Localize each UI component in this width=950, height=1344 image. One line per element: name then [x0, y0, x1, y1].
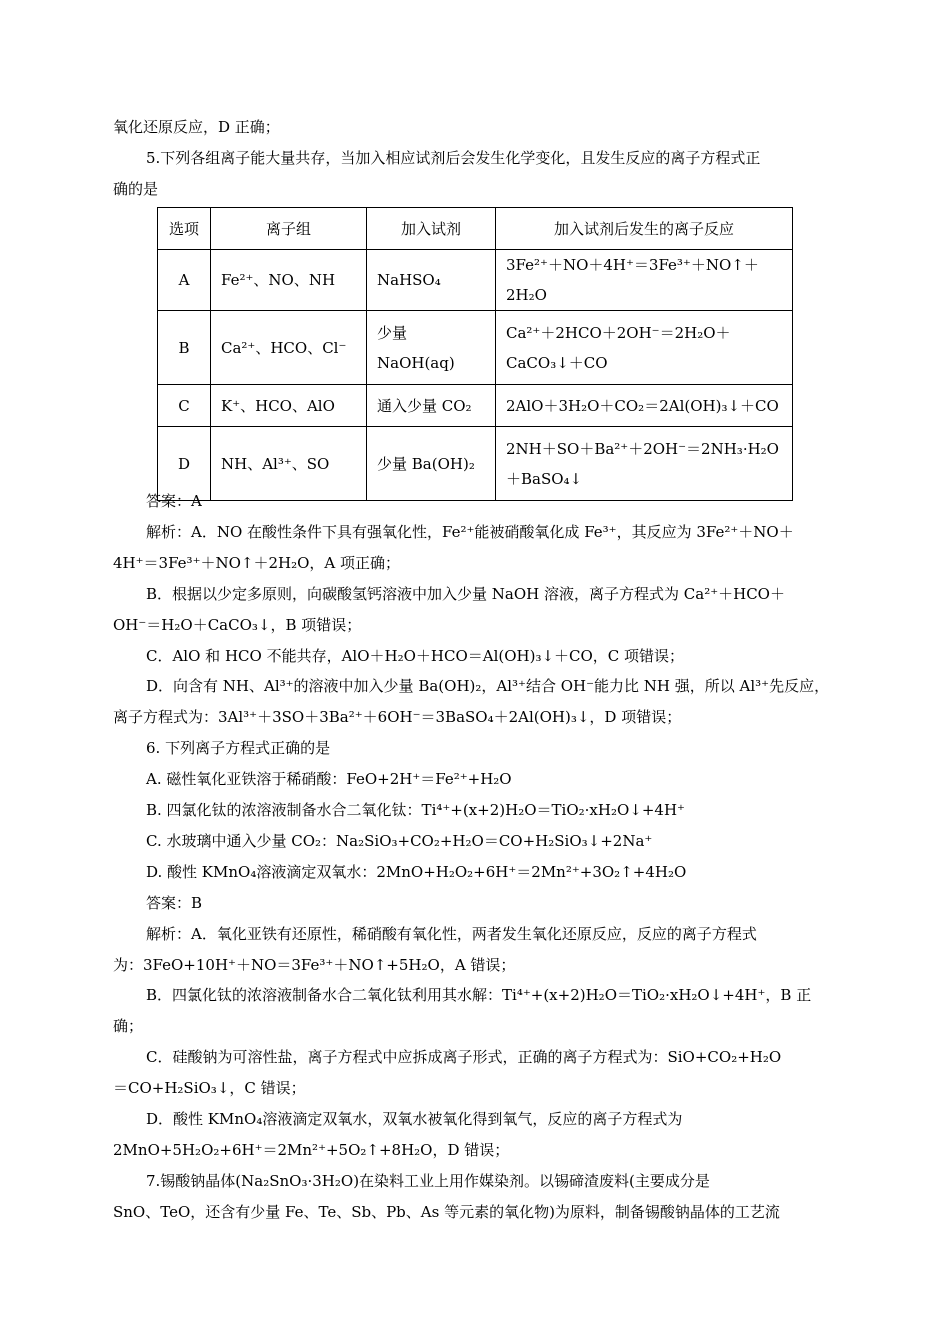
table-cell: B	[158, 311, 211, 385]
text-line: 答案：B	[146, 894, 203, 912]
text-line: D. 酸性 KMnO₄溶液滴定双氧水：2MnO+H₂O₂+6H⁺＝2Mn²⁺+3O₂↑+4H₂O	[146, 863, 687, 881]
table-cell: 少量 Ba(OH)₂	[367, 427, 496, 501]
table-cell: 通入少量 CO₂	[367, 385, 496, 427]
table-cell: 3Fe²⁺＋NO＋4H⁺＝3Fe³⁺＋NO↑＋2H₂O	[496, 250, 793, 311]
table-cell: Ca²⁺＋2HCO＋2OH⁻＝2H₂O＋CaCO₃↓＋CO	[496, 311, 793, 385]
text-line: 6. 下列离子方程式正确的是	[146, 739, 331, 757]
text-line: D．向含有 NH、Al³⁺的溶液中加入少量 Ba(OH)₂，Al³⁺结合 OH⁻能力比 NH 强，所以 Al³⁺先反应，	[146, 677, 830, 695]
table-row	[158, 311, 793, 385]
text-line: 4H⁺＝3Fe³⁺＋NO↑＋2H₂O，A 项正确；	[113, 554, 401, 572]
table-cell: C	[158, 385, 211, 427]
table-row	[158, 250, 793, 311]
text-line: A. 磁性氧化亚铁溶于稀硝酸：FeO+2H⁺＝Fe²⁺+H₂O	[146, 770, 512, 788]
table-cell: D	[158, 427, 211, 501]
table-cell: 2AlO＋3H₂O＋CO₂＝2Al(OH)₃↓＋CO	[496, 385, 793, 427]
options-table	[157, 207, 793, 501]
text-line: B．四氯化钛的浓溶液制备水合二氧化钛利用其水解：Ti⁴⁺+(x+2)H₂O＝TiO₂·xH₂O↓+4H⁺，B 正	[146, 986, 812, 1004]
text-line: C．硅酸钠为可溶性盐，离子方程式中应拆成离子形式，正确的离子方程式为：SiO+CO₂+H₂O	[146, 1048, 782, 1066]
text-line: SnO、TeO，还含有少量 Fe、Te、Sb、Pb、As 等元素的氧化物)为原料，制备锡酸钠晶体的工艺流	[113, 1203, 780, 1221]
table-header: 加入试剂后发生的离子反应	[496, 208, 793, 250]
table-cell: K⁺、HCO、AlO	[211, 385, 367, 427]
text-line: 7.锡酸钠晶体(Na₂SnO₃·3H₂O)在染料工业上用作媒染剂。以锡碲渣废料(主要成分是	[146, 1172, 710, 1190]
text-line: B. 四氯化钛的浓溶液制备水合二氧化钛：Ti⁴⁺+(x+2)H₂O＝TiO₂·xH₂O↓+4H⁺	[146, 801, 685, 819]
text-line: 解析：A．氧化亚铁有还原性，稀硝酸有氧化性，两者发生氧化还原反应，反应的离子方程式	[146, 925, 757, 943]
text-line: 答案：A	[146, 492, 202, 510]
text-line: 解析：A．NO 在酸性条件下具有强氧化性，Fe²⁺能被硝酸氧化成 Fe³⁺，其反应为 3Fe²⁺＋NO＋	[146, 523, 794, 541]
text-line: 确；	[113, 1017, 144, 1035]
table-header: 加入试剂	[367, 208, 496, 250]
question-5-line: 5.下列各组离子能大量共存，当加入相应试剂后会发生化学变化，且发生反应的离子方程式正	[146, 149, 761, 167]
table-cell: Fe²⁺、NO、NH	[211, 250, 367, 311]
table-row	[158, 385, 793, 427]
text-line: C. 水玻璃中通入少量 CO₂：Na₂SiO₃+CO₂+H₂O＝CO+H₂SiO₃↓+2Na⁺	[146, 832, 653, 850]
table-cell: NH、Al³⁺、SO	[211, 427, 367, 501]
table-cell: 少量 NaOH(aq)	[367, 311, 496, 385]
table-cell: Ca²⁺、HCO、Cl⁻	[211, 311, 367, 385]
table-header-row	[158, 208, 793, 250]
text-line: 离子方程式为：3Al³⁺＋3SO＋3Ba²⁺＋6OH⁻＝3BaSO₄＋2Al(OH)₃↓，D 项错误；	[113, 708, 682, 726]
table-cell: A	[158, 250, 211, 311]
table-header: 选项	[158, 208, 211, 250]
text-line: B．根据以少定多原则，向碳酸氢钙溶液中加入少量 NaOH 溶液，离子方程式为 Ca²⁺＋HCO＋	[146, 585, 785, 603]
text-line: ＝CO+H₂SiO₃↓，C 错误；	[113, 1079, 306, 1097]
text-line: 为：3FeO+10H⁺＋NO＝3Fe³⁺＋NO↑+5H₂O，A 错误；	[113, 956, 516, 974]
text-line: C．AlO 和 HCO 不能共存，AlO＋H₂O＋HCO＝Al(OH)₃↓＋CO，C 项错误；	[146, 647, 685, 665]
text-line: OH⁻＝H₂O＋CaCO₃↓，B 项错误；	[113, 616, 362, 634]
table-header: 离子组	[211, 208, 367, 250]
text-line: 2MnO+5H₂O₂+6H⁺＝2Mn²⁺+5O₂↑+8H₂O，D 错误；	[113, 1141, 510, 1159]
text-line: D．酸性 KMnO₄溶液滴定双氧水，双氧水被氧化得到氧气，反应的离子方程式为	[146, 1110, 683, 1128]
text-line: 确的是	[113, 180, 159, 198]
text-line: 氧化还原反应，D 正确；	[113, 118, 280, 136]
table-cell: NaHSO₄	[367, 250, 496, 311]
table-cell: 2NH＋SO＋Ba²⁺＋2OH⁻＝2NH₃·H₂O＋BaSO₄↓	[496, 427, 793, 501]
